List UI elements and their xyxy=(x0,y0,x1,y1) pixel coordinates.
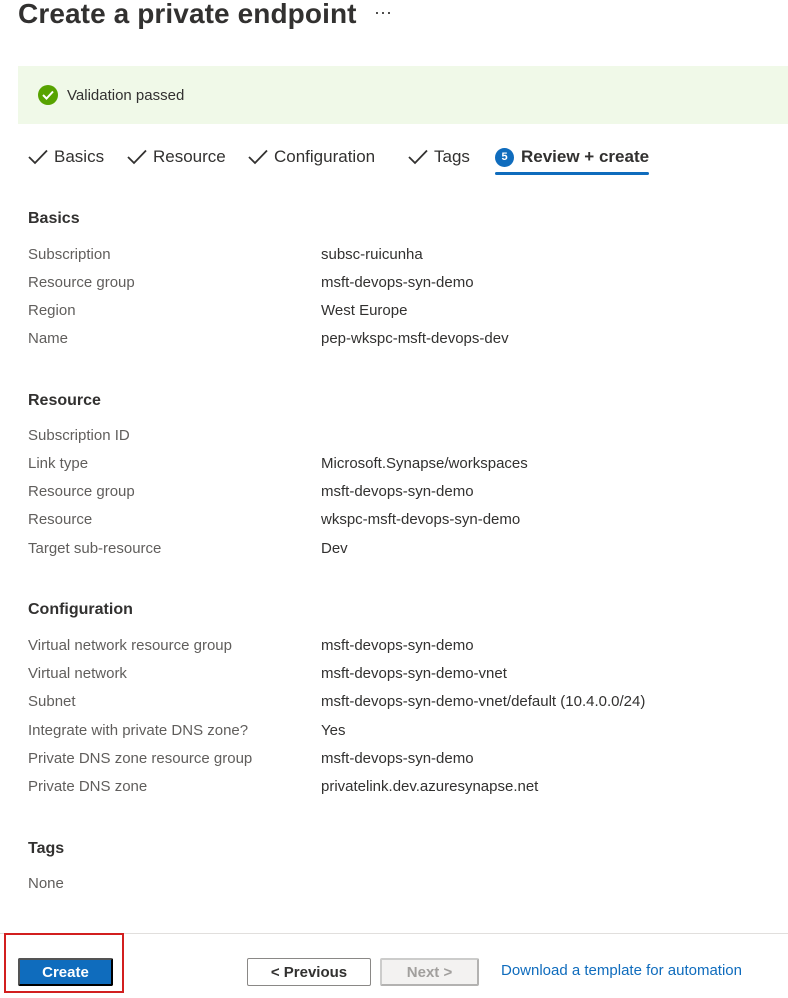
tab-configuration[interactable] xyxy=(248,140,375,174)
row-label: Target sub-resource xyxy=(28,540,162,557)
detail-row xyxy=(28,427,768,449)
tab-label: Review + create xyxy=(521,147,650,166)
row-value: msft-devops-syn-demo-vnet xyxy=(321,665,507,682)
row-label: Name xyxy=(28,330,69,347)
detail-row xyxy=(28,778,768,800)
detail-row xyxy=(28,637,768,659)
row-label: Link type xyxy=(28,455,89,472)
detail-row xyxy=(28,274,768,296)
tab-label: Configuration xyxy=(274,147,376,166)
row-value: wkspc-msft-devops-syn-demo xyxy=(321,511,521,528)
row-label: Virtual network resource group xyxy=(28,637,232,654)
validation-text: Validation passed xyxy=(67,87,185,104)
detail-row xyxy=(28,750,768,772)
row-label: None xyxy=(28,875,64,892)
section-title-tags: Tags xyxy=(28,840,65,857)
row-value: msft-devops-syn-demo xyxy=(321,274,474,291)
download-template-link[interactable]: Download a template for automation xyxy=(501,962,742,979)
page-title: Create a private endpoint xyxy=(18,0,357,29)
row-value: msft-devops-syn-demo-vnet/default (10.4.0.0/24) xyxy=(321,693,646,710)
detail-row xyxy=(28,693,768,715)
tab-label: Resource xyxy=(153,147,226,166)
row-value: Dev xyxy=(321,540,348,557)
row-value: msft-devops-syn-demo xyxy=(321,483,474,500)
detail-row xyxy=(28,330,768,352)
tab-tags[interactable] xyxy=(408,140,470,174)
row-label: Integrate with private DNS zone? xyxy=(28,722,249,739)
validation-banner xyxy=(18,66,788,124)
detail-row xyxy=(28,875,768,897)
detail-row xyxy=(28,511,768,533)
previous-button[interactable]: < Previous xyxy=(247,958,371,986)
row-label: Private DNS zone resource group xyxy=(28,750,253,767)
tab-label: Basics xyxy=(54,147,105,166)
row-value: Yes xyxy=(321,722,346,739)
wizard-tabs xyxy=(28,140,788,174)
row-label: Resource xyxy=(28,511,93,528)
section-title-basics: Basics xyxy=(28,210,80,227)
row-label: Private DNS zone xyxy=(28,778,148,795)
create-button[interactable]: Create xyxy=(18,958,113,986)
row-label: Resource group xyxy=(28,483,135,500)
checkmark-icon xyxy=(127,149,147,165)
detail-row xyxy=(28,455,768,477)
row-label: Subscription ID xyxy=(28,427,130,444)
row-value: privatelink.dev.azuresynapse.net xyxy=(321,778,539,795)
row-value: pep-wkspc-msft-devops-dev xyxy=(321,330,509,347)
row-label: Subnet xyxy=(28,693,76,710)
row-value: msft-devops-syn-demo xyxy=(321,637,474,654)
row-label: Resource group xyxy=(28,274,135,291)
row-value: subsc-ruicunha xyxy=(321,246,423,263)
row-value: msft-devops-syn-demo xyxy=(321,750,474,767)
tab-resource[interactable] xyxy=(127,140,226,174)
tab-label: Tags xyxy=(434,147,470,166)
tab-basics[interactable] xyxy=(28,140,104,174)
checkmark-icon xyxy=(248,149,268,165)
step-number-badge: 5 xyxy=(495,148,514,167)
detail-row xyxy=(28,665,768,687)
detail-row xyxy=(28,722,768,744)
section-title-resource: Resource xyxy=(28,392,101,409)
next-button: Next > xyxy=(380,958,479,986)
checkmark-icon xyxy=(408,149,428,165)
row-label: Virtual network xyxy=(28,665,127,682)
section-title-configuration: Configuration xyxy=(28,601,133,618)
success-check-icon xyxy=(38,85,58,105)
more-options-icon[interactable]: ··· xyxy=(374,2,392,22)
tab-review-create[interactable] xyxy=(495,140,649,174)
row-value: Microsoft.Synapse/workspaces xyxy=(321,455,528,472)
row-label: Subscription xyxy=(28,246,111,263)
detail-row xyxy=(28,246,768,268)
row-value: West Europe xyxy=(321,302,408,319)
row-label: Region xyxy=(28,302,76,319)
detail-row xyxy=(28,540,768,562)
checkmark-icon xyxy=(28,149,48,165)
detail-row xyxy=(28,483,768,505)
detail-row xyxy=(28,302,768,324)
